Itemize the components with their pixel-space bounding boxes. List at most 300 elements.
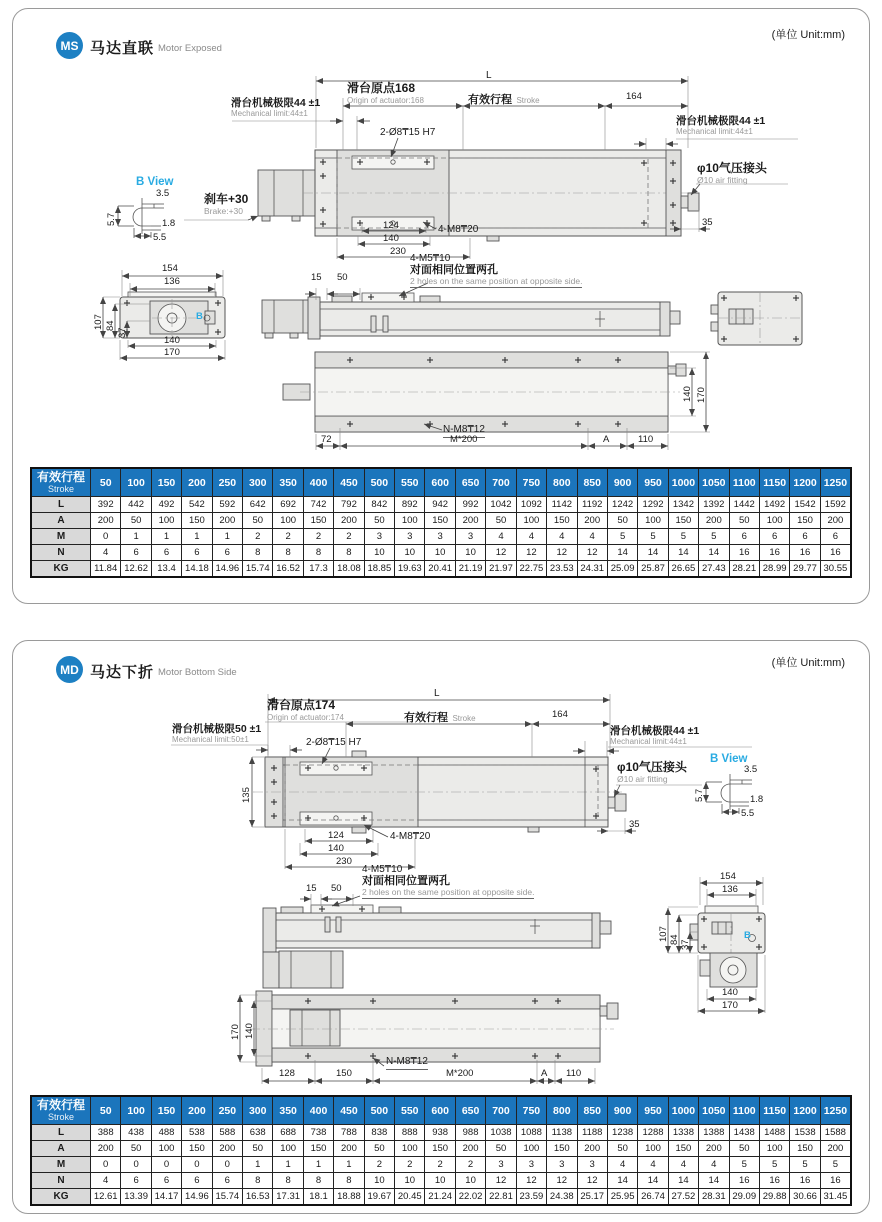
ms-small-top-view [711,292,802,345]
table-cell: 50 [243,1141,273,1157]
table-cell: 25.09 [607,561,637,578]
table-cell: 18.85 [364,561,394,578]
table-cell: 10 [395,1173,425,1189]
ms-brake-cn: 刹车+30 [204,192,249,206]
ms-opposite-holes-label [410,264,582,288]
stroke-value-header: 800 [547,1096,577,1125]
table-cell: 688 [273,1125,303,1141]
stroke-value-header: 1000 [668,1096,698,1125]
table-cell: 16 [820,545,851,561]
md-dim-110: 110 [566,1068,582,1079]
ms-dim-140-end: 140 [164,335,180,346]
stroke-header-en: Stroke [47,1111,74,1122]
table-cell: 150 [547,1141,577,1157]
table-cell: 50 [607,513,637,529]
md-dim-135: 135 [241,787,252,803]
table-cell: 29.77 [790,561,820,578]
table-cell: 14 [638,1173,668,1189]
table-cell: 638 [243,1125,273,1141]
table-cell: 0 [121,1157,151,1173]
row-label: A [31,1141,91,1157]
table-cell: 8 [243,545,273,561]
stroke-value-header: 900 [607,468,637,497]
table-cell: 25.87 [638,561,668,578]
table-cell: 19.63 [395,561,425,578]
table-cell: 200 [91,513,121,529]
table-cell: 1 [303,1157,333,1173]
md-dim-124: 124 [328,830,344,841]
table-cell: 4 [699,1157,729,1173]
ms-air-en: Ø10 air fitting [697,174,748,185]
ms-brake-label [204,193,248,217]
row-label: N [31,545,91,561]
stroke-value-header: 400 [303,1096,333,1125]
ms-dim-5-7: 5.7 [106,212,117,226]
table-cell: 21.97 [486,561,516,578]
table-cell: 1188 [577,1125,607,1141]
table-cell: 16 [759,1173,789,1189]
table-cell: 5 [668,529,698,545]
ms-dim-170-right: 170 [696,387,707,403]
table-cell: 1 [243,1157,273,1173]
stroke-value-header: 150 [151,468,181,497]
table-cell: 1138 [547,1125,577,1141]
md-dim-170-end: 170 [722,1000,738,1011]
stroke-value-header: 350 [273,1096,303,1125]
table-cell: 20.41 [425,561,455,578]
md-b-view-title: B View [710,753,748,765]
md-dim-35: 35 [629,819,640,830]
ms-stroke-table [30,467,852,578]
md-origin-en: Origin of actuator:174 [267,712,344,722]
ms-m5-callout: 4-M5₸10 [410,253,451,264]
table-cell: 5 [759,1157,789,1173]
table-cell: 1442 [729,497,759,513]
table-cell: 4 [547,529,577,545]
table-cell: 14 [607,545,637,561]
table-cell: 3 [486,1157,516,1173]
stroke-value-header: 850 [577,1096,607,1125]
ms-title-en: Motor Exposed [158,43,222,54]
table-cell: 150 [303,1141,333,1157]
table-cell: 22.81 [486,1189,516,1206]
table-cell: 150 [425,513,455,529]
table-cell: 16 [790,1173,820,1189]
md-dim-140-left: 140 [244,1023,255,1039]
table-cell: 27.52 [668,1189,698,1206]
table-cell: 14 [607,1173,637,1189]
table-cell: 692 [273,497,303,513]
table-cell: 100 [516,1141,546,1157]
table-cell: 6 [182,545,212,561]
table-cell: 150 [425,1141,455,1157]
stroke-value-header: 200 [182,1096,212,1125]
ms-dim-m200: M*200 [450,434,478,445]
table-cell: 988 [455,1125,485,1141]
row-label: KG [31,561,91,578]
md-air-en: Ø10 air fitting [617,773,668,784]
md-dim-m200: M*200 [446,1068,474,1079]
table-cell: 6 [759,529,789,545]
table-cell: 18.08 [334,561,364,578]
ms-unit-label: (单位 Unit:mm) [771,29,845,41]
table-cell: 5 [820,1157,851,1173]
ms-brake-en: Brake:+30 [204,205,243,216]
table-cell: 6 [820,529,851,545]
table-cell: 492 [151,497,181,513]
table-cell: 2 [425,1157,455,1173]
row-label: M [31,529,91,545]
md-dim-140-end: 140 [722,987,738,998]
md-b-marker: B [744,930,751,941]
ms-mech-limit-left [231,97,320,118]
ms-dim-107: 107 [93,314,104,330]
table-cell: 21.24 [425,1189,455,1206]
stroke-value-header: 250 [212,1096,242,1125]
ms-dim-136: 136 [164,276,180,287]
ms-title-cn: 马达直联 [90,40,155,57]
table-cell: 23.59 [516,1189,546,1206]
table-cell: 738 [303,1125,333,1141]
table-cell: 100 [516,513,546,529]
table-cell: 3 [577,1157,607,1173]
ms-origin-label [347,82,424,105]
table-cell: 0 [182,1157,212,1173]
ms-mech-limit-right [676,115,765,136]
table-cell: 1142 [547,497,577,513]
table-cell: 200 [212,513,242,529]
ms-dim-50: 50 [337,272,348,283]
stroke-value-header: 600 [425,468,455,497]
table-cell: 13.4 [151,561,181,578]
stroke-value-header: 800 [547,468,577,497]
stroke-value-header: 450 [334,468,364,497]
table-cell: 200 [212,1141,242,1157]
row-label: L [31,1125,91,1141]
row-label: A [31,513,91,529]
table-cell: 14 [638,545,668,561]
table-cell: 4 [516,529,546,545]
table-cell: 2 [395,1157,425,1173]
row-label: N [31,1173,91,1189]
table-cell: 100 [638,513,668,529]
table-cell: 1 [212,529,242,545]
row-label: L [31,497,91,513]
ms-dim-15: 15 [311,272,322,283]
stroke-value-header: 100 [121,1096,151,1125]
md-bottom-view [240,991,618,1084]
stroke-value-header: 1100 [729,1096,759,1125]
table-cell: 10 [425,1173,455,1189]
table-cell: 16 [820,1173,851,1189]
table-cell: 150 [182,513,212,529]
md-origin-cn: 滑台原点174 [267,698,336,712]
md-stroke-table [30,1095,852,1206]
table-cell: 1 [121,529,151,545]
ms-dim-35: 35 [702,217,713,228]
stroke-value-header: 1200 [790,1096,820,1125]
table-cell: 6 [121,545,151,561]
stroke-value-header: 50 [91,468,121,497]
table-cell: 5 [699,529,729,545]
md-mech-limit-left [172,723,261,744]
ms-origin-cn: 滑台原点168 [347,81,416,95]
stroke-value-header: 500 [364,468,394,497]
table-cell: 200 [455,513,485,529]
md-stroke-en: Stroke [452,714,476,723]
md-holes-h7: 2-Ø8₸15 H7 [306,737,362,748]
table-cell: 13.39 [121,1189,151,1206]
table-cell: 50 [486,1141,516,1157]
ms-mech-left-cn: 滑台机械极限44 ±1 [231,97,321,109]
table-cell: 4 [486,529,516,545]
table-cell: 14.96 [212,561,242,578]
table-cell: 14 [699,1173,729,1189]
table-cell: 23.53 [547,561,577,578]
md-dim-50: 50 [331,883,342,894]
table-cell: 100 [151,1141,181,1157]
table-cell: 3 [547,1157,577,1173]
md-dim-5-5: 5.5 [741,808,755,819]
ms-dim-170-end: 170 [164,347,180,358]
table-cell: 1338 [668,1125,698,1141]
table-cell: 50 [607,1141,637,1157]
stroke-value-header: 1250 [820,468,851,497]
table-cell: 542 [182,497,212,513]
ms-side-view [262,283,680,339]
md-origin-label [267,699,344,722]
table-cell: 8 [334,545,364,561]
table-cell: 6 [151,545,181,561]
table-cell: 5 [790,1157,820,1173]
table-cell: 0 [91,529,121,545]
ms-mech-left-en: Mechanical limit:44±1 [231,109,308,119]
md-dim-230: 230 [336,856,352,867]
table-cell: 2 [455,1157,485,1173]
table-cell: 150 [790,513,820,529]
table-cell: 200 [577,513,607,529]
md-mech-limit-right [610,725,699,746]
table-cell: 642 [243,497,273,513]
table-cell: 16.53 [243,1189,273,1206]
ms-mech-right-cn: 滑台机械极限44 ±1 [676,115,766,127]
table-cell: 10 [364,1173,394,1189]
table-cell: 5 [729,1157,759,1173]
stroke-value-header: 1250 [820,1096,851,1125]
stroke-header-cell [31,468,91,497]
table-cell: 388 [91,1125,121,1141]
ms-origin-en: Origin of actuator:168 [347,95,424,105]
table-cell: 29.88 [759,1189,789,1206]
table-cell: 12 [547,1173,577,1189]
table-cell: 200 [820,513,851,529]
table-cell: 1088 [516,1125,546,1141]
md-air-cn: φ10气压接头 [617,760,687,774]
table-cell: 30.55 [820,561,851,578]
table-cell: 10 [455,545,485,561]
table-cell: 150 [668,1141,698,1157]
table-cell: 2 [273,529,303,545]
stroke-value-header: 1150 [759,468,789,497]
table-cell: 1192 [577,497,607,513]
table-cell: 3 [425,529,455,545]
stroke-value-header: 650 [455,1096,485,1125]
table-cell: 1488 [759,1125,789,1141]
ms-dim-L: L [486,70,492,81]
md-mech-left-en: Mechanical limit:50±1 [172,735,249,745]
table-cell: 12 [577,545,607,561]
table-cell: 100 [638,1141,668,1157]
table-cell: 12 [577,1173,607,1189]
stroke-value-header: 950 [638,468,668,497]
ms-dim-164: 164 [626,91,642,102]
stroke-value-header: 1000 [668,468,698,497]
table-cell: 200 [455,1141,485,1157]
table-cell: 200 [334,513,364,529]
ms-air-cn: φ10气压接头 [697,161,767,175]
table-cell: 27.43 [699,561,729,578]
md-badge: MD [56,656,83,683]
table-cell: 10 [395,545,425,561]
table-cell: 26.74 [638,1189,668,1206]
md-dim-3-5: 3.5 [744,764,758,775]
table-cell: 150 [790,1141,820,1157]
table-cell: 25.17 [577,1189,607,1206]
table-cell: 6 [212,545,242,561]
ms-b-marker: B [196,311,203,322]
md-dim-164: 164 [552,709,568,720]
md-opp-en: 2 holes on the same position at opposite side. [362,888,534,900]
md-dim-84: 84 [669,934,680,945]
table-cell: 100 [759,1141,789,1157]
table-cell: 1 [273,1157,303,1173]
md-stroke-label [404,708,476,726]
stroke-header-cell [31,1096,91,1125]
ms-b-view-title: B View [136,176,174,188]
ms-nm8-callout: N-M8₸12 [443,424,485,438]
table-cell: 6 [212,1173,242,1189]
row-label: KG [31,1189,91,1206]
table-cell: 100 [395,513,425,529]
table-cell: 14.17 [151,1189,181,1206]
table-cell: 5 [607,529,637,545]
md-dim-136: 136 [722,884,738,895]
ms-dim-154: 154 [162,263,178,274]
table-cell: 100 [151,513,181,529]
table-cell: 1092 [516,497,546,513]
ms-dim-A: A [603,434,610,445]
table-cell: 0 [212,1157,242,1173]
ms-air-fitting-label [697,162,767,186]
table-cell: 50 [729,1141,759,1157]
table-cell: 100 [273,513,303,529]
table-cell: 26.65 [668,561,698,578]
table-cell: 19.67 [364,1189,394,1206]
table-cell: 16.52 [273,561,303,578]
ms-dim-72: 72 [321,434,332,445]
table-cell: 50 [364,513,394,529]
table-cell: 1292 [638,497,668,513]
table-cell: 100 [273,1141,303,1157]
table-cell: 8 [273,545,303,561]
stroke-value-header: 750 [516,1096,546,1125]
table-cell: 12 [486,545,516,561]
table-cell: 50 [121,513,151,529]
table-cell: 392 [91,497,121,513]
table-cell: 8 [334,1173,364,1189]
table-cell: 200 [577,1141,607,1157]
stroke-header-en: Stroke [47,483,74,494]
ms-badge: MS [56,32,83,59]
md-dim-L: L [434,688,440,699]
table-cell: 15.74 [243,561,273,578]
table-cell: 50 [729,513,759,529]
table-cell: 21.19 [455,561,485,578]
table-cell: 30.66 [790,1189,820,1206]
table-cell: 488 [151,1125,181,1141]
table-cell: 942 [425,497,455,513]
stroke-value-header: 550 [395,1096,425,1125]
stroke-value-header: 1100 [729,468,759,497]
table-cell: 50 [243,513,273,529]
ms-dim-140: 140 [383,233,399,244]
table-cell: 2 [364,1157,394,1173]
table-cell: 28.31 [699,1189,729,1206]
table-cell: 6 [121,1173,151,1189]
table-cell: 16 [790,545,820,561]
table-cell: 150 [668,513,698,529]
stroke-value-header: 200 [182,468,212,497]
table-cell: 6 [182,1173,212,1189]
table-cell: 992 [455,497,485,513]
stroke-value-header: 300 [243,468,273,497]
table-cell: 1242 [607,497,637,513]
table-cell: 150 [547,513,577,529]
table-cell: 742 [303,497,333,513]
ms-holes-h7: 2-Ø8₸15 H7 [380,127,436,138]
table-cell: 6 [790,529,820,545]
table-cell: 6 [729,529,759,545]
ms-dim-37: 37 [117,327,128,338]
table-cell: 4 [638,1157,668,1173]
table-cell: 100 [759,513,789,529]
table-cell: 16 [729,1173,759,1189]
stroke-value-header: 700 [486,468,516,497]
md-m5-callout: 4-M5₸10 [362,864,403,875]
table-cell: 4 [91,1173,121,1189]
table-cell: 792 [334,497,364,513]
table-cell: 12 [516,1173,546,1189]
md-title-en: Motor Bottom Side [158,667,237,678]
table-cell: 5 [638,529,668,545]
table-cell: 1542 [790,497,820,513]
table-cell: 4 [91,545,121,561]
table-cell: 1238 [607,1125,637,1141]
table-cell: 50 [121,1141,151,1157]
ms-dim-5-5: 5.5 [153,232,167,243]
table-cell: 892 [395,497,425,513]
stroke-value-header: 250 [212,468,242,497]
stroke-value-header: 700 [486,1096,516,1125]
table-cell: 22.02 [455,1189,485,1206]
table-cell: 442 [121,497,151,513]
md-dim-154: 154 [720,871,736,882]
stroke-value-header: 750 [516,468,546,497]
table-cell: 50 [364,1141,394,1157]
table-cell: 0 [151,1157,181,1173]
table-cell: 200 [91,1141,121,1157]
table-cell: 18.88 [334,1189,364,1206]
